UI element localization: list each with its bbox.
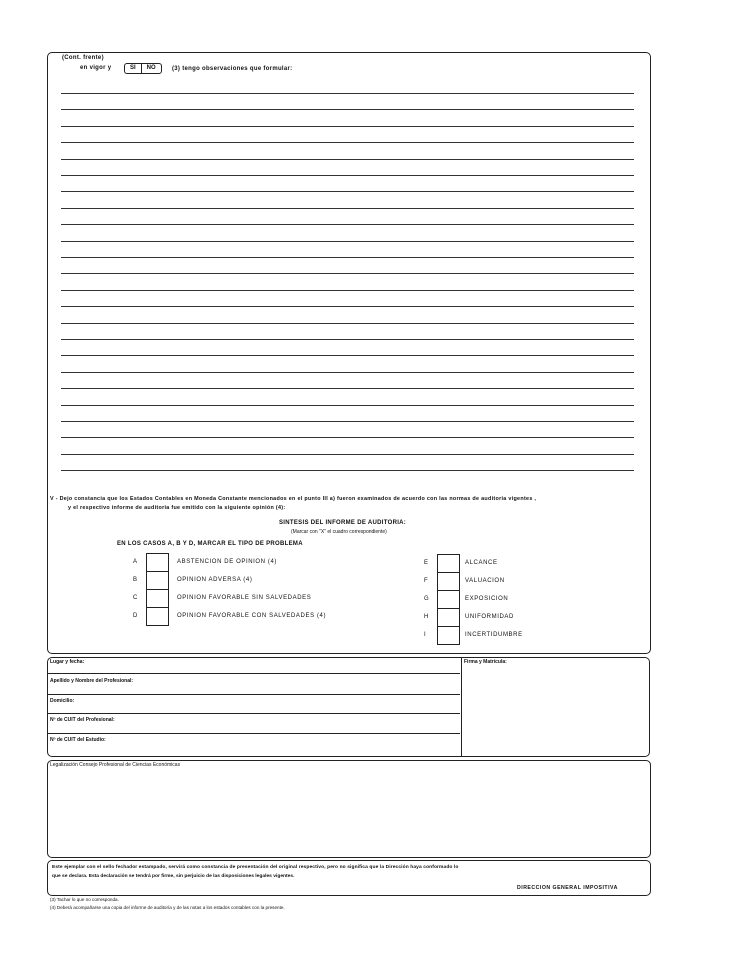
option-letter-e: E (424, 560, 429, 566)
checkbox-g[interactable] (437, 590, 460, 609)
writing-line[interactable] (61, 323, 634, 324)
writing-line[interactable] (61, 126, 634, 127)
writing-line[interactable] (61, 93, 634, 94)
checkbox-d[interactable] (146, 607, 169, 626)
legalizacion-box[interactable] (47, 760, 651, 858)
writing-line[interactable] (61, 191, 634, 192)
writing-line[interactable] (61, 290, 634, 291)
option-letter-d: D (133, 613, 138, 619)
checkbox-f[interactable] (437, 572, 460, 591)
checkbox-i[interactable] (437, 626, 460, 645)
cuit-estudio-label: Nº de CUIT del Estudio: (50, 737, 106, 743)
writing-line[interactable] (61, 273, 634, 274)
cuit-profesional-label: Nº de CUIT del Profesional: (50, 717, 115, 723)
writing-line[interactable] (61, 454, 634, 455)
option-letter-g: G (424, 596, 429, 602)
firma-box[interactable] (460, 657, 650, 757)
en-vigor-label: en vigor y (80, 65, 112, 71)
observaciones-label: (3) tengo observaciones que formular: (172, 66, 293, 72)
writing-line[interactable] (61, 159, 634, 160)
option-letter-h: H (424, 614, 429, 620)
option-label-a: ABSTENCION DE OPINION (4) (177, 559, 278, 565)
option-letter-f: F (424, 578, 428, 584)
sintesis-subtitle: (Marcar con "X" el cuadro correspondiente) (291, 529, 387, 535)
option-letter-b: B (133, 577, 138, 583)
option-label-h: UNIFORMIDAD (465, 614, 514, 620)
domicilio-label: Domicilio: (50, 698, 75, 704)
writing-line[interactable] (61, 109, 634, 110)
option-label-f: VALUACION (465, 578, 505, 584)
writing-line[interactable] (61, 470, 634, 471)
checkbox-b[interactable] (146, 571, 169, 590)
checkbox-e[interactable] (437, 554, 460, 573)
field-divider (47, 694, 460, 695)
writing-line[interactable] (61, 241, 634, 242)
section-v-line1: V - Dejo constancia que los Estados Contables en Moneda Constante mencionados en el punto III a) fueron examinados de acuerdo con las normas de auditoria vigentes , (50, 496, 537, 502)
cont-frente-label: (Cont. frente) (62, 55, 104, 61)
writing-line[interactable] (61, 175, 634, 176)
writing-line[interactable] (61, 224, 634, 225)
option-label-e: ALCANCE (465, 560, 498, 566)
lugar-fecha-label: Lugar y fecha: (50, 659, 85, 665)
si-no-selector[interactable] (124, 63, 162, 74)
option-label-d: OPINION FAVORABLE CON SALVEDADES (4) (177, 613, 327, 619)
no-option[interactable]: NO (141, 64, 161, 73)
option-letter-c: C (133, 595, 138, 601)
writing-line[interactable] (61, 388, 634, 389)
apellido-nombre-label: Apellido y Nombre del Profesional: (50, 678, 134, 684)
writing-line[interactable] (61, 355, 634, 356)
checkbox-h[interactable] (437, 608, 460, 627)
footer-text-line1: Este ejemplar con el sello fechador estampado, servirá como constancia de presentación del original respectivo, pero no significa que la Dirección haya conformado lo (52, 865, 459, 870)
field-divider (47, 673, 460, 674)
si-option[interactable]: SI (130, 65, 136, 71)
writing-line[interactable] (61, 306, 634, 307)
option-label-i: INCERTIDUMBRE (465, 632, 523, 638)
checkbox-a[interactable] (146, 553, 169, 572)
field-divider (47, 733, 460, 734)
writing-line[interactable] (61, 421, 634, 422)
note-4: (4) Deberá acompañarse una copia del informe de auditoría y de las notas a los estados contables con la presente. (50, 905, 285, 910)
writing-line[interactable] (61, 208, 634, 209)
writing-line[interactable] (61, 142, 634, 143)
option-letter-a: A (133, 559, 138, 565)
writing-line[interactable] (61, 339, 634, 340)
section-v-line2: y el respectivo informe de auditoria fue emitido con la siguiente opinión (4): (68, 505, 286, 511)
writing-line[interactable] (61, 372, 634, 373)
option-label-b: OPINION ADVERSA (4) (177, 577, 253, 583)
checkbox-c[interactable] (146, 589, 169, 608)
option-label-g: EXPOSICION (465, 596, 509, 602)
professional-fields-box (47, 657, 462, 757)
note-3: (3) Tachar lo que no corresponda. (50, 897, 119, 902)
problem-instruction: EN LOS CASOS A, B Y D, MARCAR EL TIPO DE PROBLEMA (117, 541, 303, 547)
field-divider (47, 713, 460, 714)
option-letter-i: I (424, 632, 426, 638)
legalizacion-label: Legalización Consejo Profesional de Ciencias Económicas (50, 762, 181, 768)
dgi-agency-label: DIRECCION GENERAL IMPOSITIVA (517, 885, 618, 891)
firma-matricula-label: Firma y Matrícula: (464, 659, 507, 665)
writing-line[interactable] (61, 437, 634, 438)
writing-line[interactable] (61, 257, 634, 258)
writing-line[interactable] (61, 405, 634, 406)
footer-text-line2: que se declara. Esta declaración se tendrá por firme, sin perjuicio de las disposiciones legales vigentes. (52, 874, 295, 879)
option-label-c: OPINION FAVORABLE SIN SALVEDADES (177, 595, 312, 601)
sintesis-title: SINTESIS DEL INFORME DE AUDITORIA: (279, 520, 407, 526)
